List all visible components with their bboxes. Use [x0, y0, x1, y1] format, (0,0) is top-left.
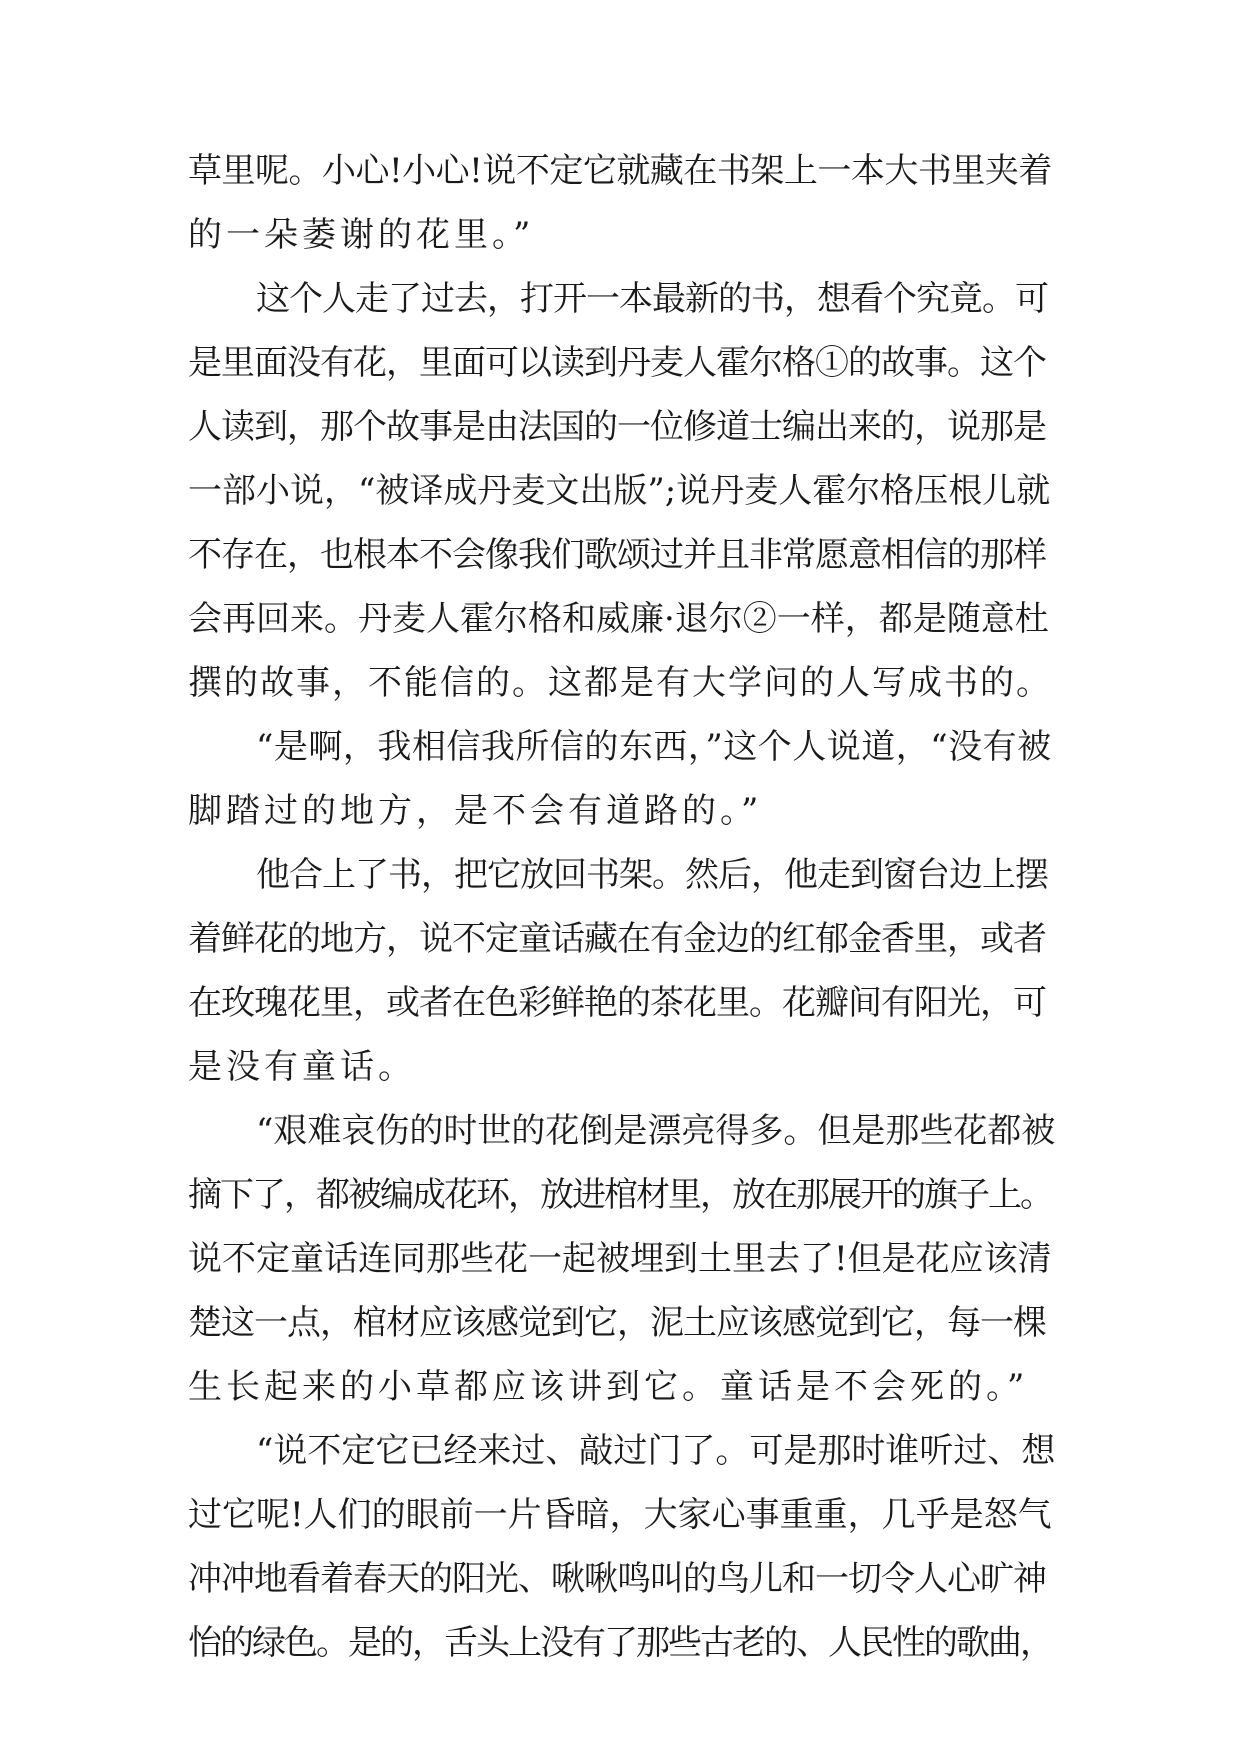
- text-line: 在玫瑰花里，或者在色彩鲜艳的茶花里。花瓣间有阳光，可: [188, 983, 1046, 1023]
- text-line: “艰难哀伤的时世的花倒是漂亮得多。但是那些花都被: [256, 1111, 1056, 1151]
- text-line: 的一朵萎谢的花里。”: [188, 215, 535, 255]
- text-line: 摘下了，都被编成花环，放进棺材里，放在那展开的旗子上。: [188, 1175, 1052, 1215]
- text-line: 不存在，也根本不会像我们歌颂过并且非常愿意相信的那样: [188, 535, 1046, 575]
- text-line: 怡的绿色。是的，舌头上没有了那些古老的、人民性的歌曲，: [188, 1623, 1052, 1663]
- text-line: 过它呢!人们的眼前一片昏暗，大家心事重重，几乎是怒气: [188, 1495, 1052, 1535]
- text-line: 说不定童话连同那些花一起被埋到土里去了!但是花应该清: [188, 1239, 1052, 1279]
- text-line: 脚踏过的地方，是不会有道路的。”: [188, 791, 763, 831]
- text-line: 人读到，那个故事是由法国的一位修道士编出来的，说那是: [188, 407, 1046, 447]
- text-line: 楚这一点，棺材应该感觉到它，泥土应该感觉到它，每一棵: [188, 1303, 1046, 1343]
- text-line: “说不定它已经来过、敲过门了。可是那时谁听过、想: [256, 1431, 1056, 1471]
- text-line: 生长起来的小草都应该讲到它。童话是不会死的。”: [188, 1367, 1029, 1407]
- body-text: [188, 139, 1058, 1675]
- text-line: 会再回来。丹麦人霍尔格和威廉·退尔②一样，都是随意杜: [188, 599, 1049, 639]
- text-line: 是没有童话。: [188, 1047, 416, 1087]
- text-line: 冲冲地看着春天的阳光、啾啾鸣叫的鸟儿和一切令人心旷神: [188, 1559, 1046, 1599]
- text-line: 着鲜花的地方，说不定童话藏在有金边的红郁金香里，或者: [188, 919, 1046, 959]
- text-line: 他合上了书，把它放回书架。然后，他走到窗台边上摆: [256, 855, 1048, 895]
- text-line: 是里面没有花，里面可以读到丹麦人霍尔格①的故事。这个: [188, 343, 1046, 383]
- text-line: 撰的故事，不能信的。这都是有大学问的人写成书的。: [188, 663, 1052, 703]
- text-line: “是啊，我相信我所信的东西，”这个人说道，“没有被: [256, 727, 1052, 767]
- text-line: 一部小说，“被译成丹麦文出版”;说丹麦人霍尔格压根儿就: [188, 471, 1051, 511]
- text-line: 这个人走了过去，打开一本最新的书，想看个究竟。可: [256, 279, 1048, 319]
- text-line: 草里呢。小心!小心!说不定它就藏在书架上一本大书里夹着: [188, 151, 1052, 191]
